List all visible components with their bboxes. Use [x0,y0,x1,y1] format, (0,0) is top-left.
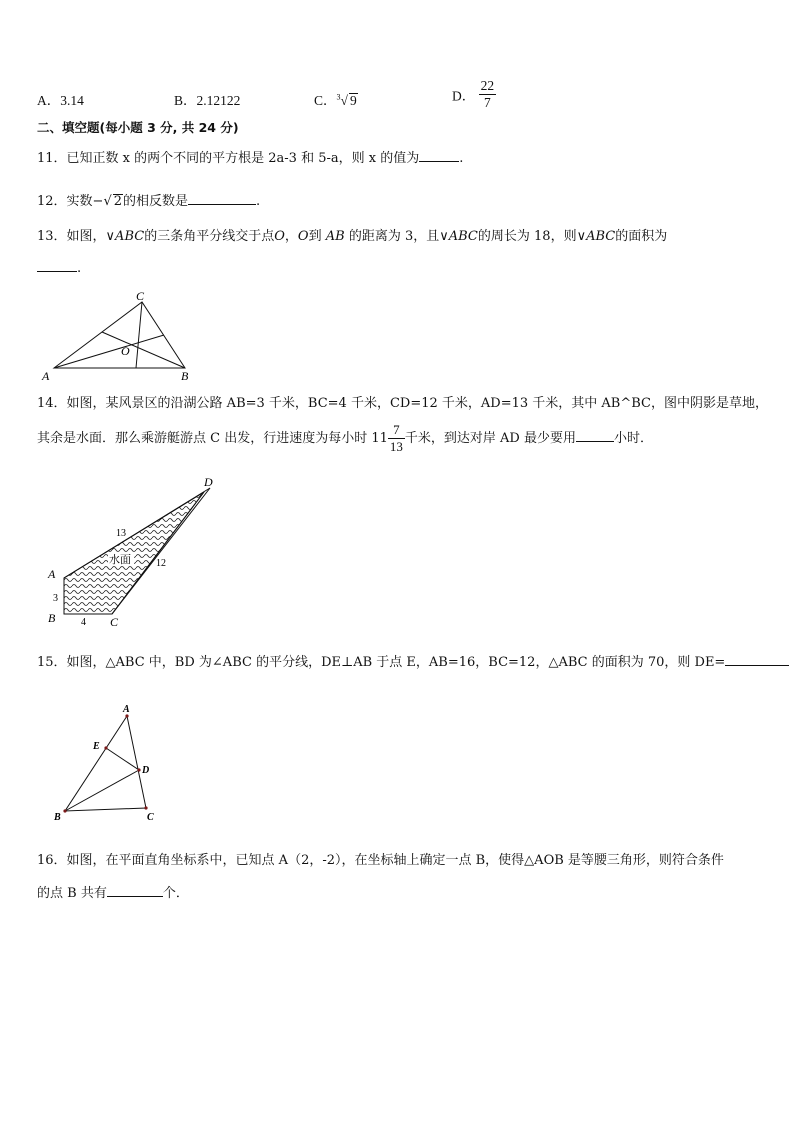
point-a-label: A [123,704,130,715]
point-b-label: B [181,369,189,383]
fraction-22-7 [479,78,497,111]
fraction-denominator: 7 [484,95,491,110]
section-title: 二、填空题(每小题 3 分, 共 24 分) [37,120,239,135]
point-b-label: B [54,812,61,823]
answer-blank-12[interactable] [188,192,256,205]
length-12-label: 12 [156,558,166,569]
figure-15-triangle [50,700,170,828]
choice-c: C．$^3$√ 9 [314,92,357,108]
point-d-label: D [204,475,213,489]
point-c-label: C [136,289,145,303]
answer-blank-15[interactable] [725,653,789,666]
length-3-label: 3 [53,593,58,604]
point-c-label: C [147,812,154,823]
answer-blank-16[interactable] [107,884,163,897]
water-label: 水面 [109,554,131,566]
question-11-text: 11．已知正数 x 的两个不同的平方根是 2a-3 和 5-a，则 x 的值为 [37,151,420,166]
fraction-7-13: $\frac{7}{13}$ [389,422,403,454]
point-a-label: A [42,369,50,383]
question-14: 14．如图，某风景区的沿湖公路 AB=3 千米，BC=4 千米，CD=12 千米，AD=13 千米，其中 AB^BC，图中阴影是草地， [37,396,768,411]
answer-blank-11[interactable] [419,149,459,162]
point-d-label: D [142,765,150,776]
question-11: 11．已知正数 x 的两个不同的平方根是 2a-3 和 5-a，则 x 的值为 . [37,151,464,166]
figure-13-triangle [40,288,200,383]
choice-d [452,78,496,111]
length-13-label: 13 [116,528,126,539]
question-15 [37,653,789,673]
point-c-label: C [110,615,119,629]
choice-b [174,89,240,109]
radical-index: 3 [336,92,341,102]
radicand: 2 [113,194,123,209]
question-15-text: 15．如图，△ABC 中，BD 为∠ABC 的平分线，DE⊥AB 于点 E，AB=16，BC=12，△ABC 的面积为 70，则 DE= [37,655,726,670]
length-4-label: 4 [81,617,86,628]
point-e-label: E [93,741,100,752]
answer-blank-14[interactable] [576,429,614,442]
question-16-continued: 的点 B 共有 个． [37,886,189,901]
point-o-label: O [121,344,130,358]
question-13-continued: . [37,259,81,279]
question-14-continued: 其余是水面．那么乘游艇游点 C 出发，行进速度为每小时 11 $\frac{7}{13}$ 千米，到达对岸 AD 最少要用 小时． [37,422,653,454]
choice-a [37,89,84,109]
question-16: 16．如图，在平面直角坐标系中，已知点 A（2，-2），在坐标轴上确定一点 B，使得△AOB 是等腰三角形，则符合条件 [37,853,724,868]
choice-b-label: B．2.12122 [174,93,241,108]
point-b-label: B [48,611,56,625]
figure-14-lake [40,474,230,634]
radicand: 9 [349,93,357,108]
question-13: 13．如图，∨ABC的三条角平分线交于点O，O到 AB 的距离为 3，且∨ABC的周长为 18，则∨ABC的面积为 [37,229,668,244]
choice-a-label: A．3.14 [37,93,84,108]
fraction-numerator: 22 [480,78,495,93]
answer-blank-13[interactable] [37,259,77,272]
choice-c-label: C． [314,93,337,108]
choice-d-label: D． [452,88,476,104]
point-a-label: A [48,567,56,581]
question-12: 12．实数−√ 2的相反数是 . [37,194,261,209]
